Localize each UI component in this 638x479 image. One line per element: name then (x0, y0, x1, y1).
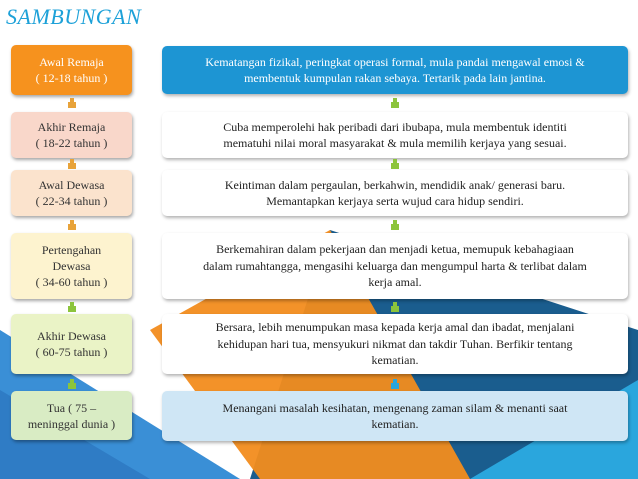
stage-label-line: Tua ( 75 – (46, 400, 97, 415)
description-box-awal-remaja (162, 46, 628, 94)
stage-label-line: ( 18-22 tahun ) (35, 136, 108, 150)
stage-box-awal-dewasa (11, 170, 132, 216)
description-box-tua (162, 391, 628, 441)
stage-label-line: meninggal dunia ) (27, 416, 116, 431)
stage-label-line: Awal Dewasa (38, 178, 105, 192)
description-line: kematian. (371, 353, 419, 368)
down-arrow-icon (68, 224, 76, 230)
description-box-akhir-remaja (162, 112, 628, 158)
description-box-awal-dewasa (162, 170, 628, 216)
down-arrow-icon (68, 306, 76, 312)
down-arrow-icon (68, 383, 76, 389)
stage-box-pertengahan-dewasa (11, 233, 132, 299)
description-line: Kematangan fizikal, peringkat operasi formal, mula pandai mengawal emosi & (205, 54, 585, 69)
description-line: mematuhi nilai moral masyarakat & mula memilih kerjaya yang sesuai. (223, 136, 567, 150)
page-title: SAMBUNGAN (6, 4, 142, 29)
stage-box-akhir-remaja (11, 112, 132, 158)
description-line: Keintiman dalam pergaulan, berkahwin, mendidik anak/ generasi baru. (224, 177, 566, 192)
stage-box-akhir-dewasa (11, 314, 132, 374)
down-arrow-icon (391, 102, 399, 108)
stage-label-line: Akhir Dewasa (37, 329, 106, 343)
stage-label-line: ( 34-60 tahun ) (35, 275, 108, 289)
description-line: Memantapkan kerjaya serta wujud cara hidup sendiri. (266, 194, 524, 208)
stage-box-awal-remaja (11, 45, 132, 95)
down-arrow-icon (391, 163, 399, 169)
stage-box-tua (11, 391, 132, 440)
down-arrow-icon (391, 306, 399, 312)
down-arrow-icon (391, 224, 399, 230)
stage-label-line: Dewasa (52, 259, 91, 273)
description-line: membentuk kumpulan rakan sebaya. Tertarik pada lain jantina. (244, 71, 546, 85)
description-line: kematian. (371, 417, 419, 431)
stage-label-line: ( 60-75 tahun ) (35, 345, 108, 359)
description-box-pertengahan-dewasa (162, 233, 628, 299)
description-line: dalam rumahtangga, mengasihi keluarga dan mengumpul harta & terlibat dalam (203, 258, 587, 273)
description-line: Berkemahiran dalam pekerjaan dan menjadi ketua, memupuk kebahagiaan (216, 242, 574, 257)
stage-label-line: ( 12-18 tahun ) (35, 71, 108, 85)
down-arrow-icon (68, 163, 76, 169)
description-box-akhir-dewasa (162, 314, 628, 374)
down-arrow-icon (68, 102, 76, 108)
stage-label-line: Pertengahan (41, 243, 102, 257)
description-line: kehidupan hari tua, mensyukuri nikmat dan takdir Tuhan. Berfikir tentang (217, 336, 573, 351)
stage-label-line: Akhir Remaja (37, 120, 106, 134)
stage-label-line: Awal Remaja (39, 55, 104, 69)
description-line: kerja amal. (368, 275, 422, 290)
description-line: Bersara, lebih menumpukan masa kepada kerja amal dan ibadat, menjalani (215, 320, 575, 335)
description-line: Cuba memperolehi hak peribadi dari ibubapa, mula membentuk identiti (223, 119, 567, 134)
down-arrow-icon (391, 383, 399, 389)
description-line: Menangani masalah kesihatan, mengenang zaman silam & menanti saat (222, 400, 568, 415)
stage-label-line: ( 22-34 tahun ) (35, 194, 108, 208)
